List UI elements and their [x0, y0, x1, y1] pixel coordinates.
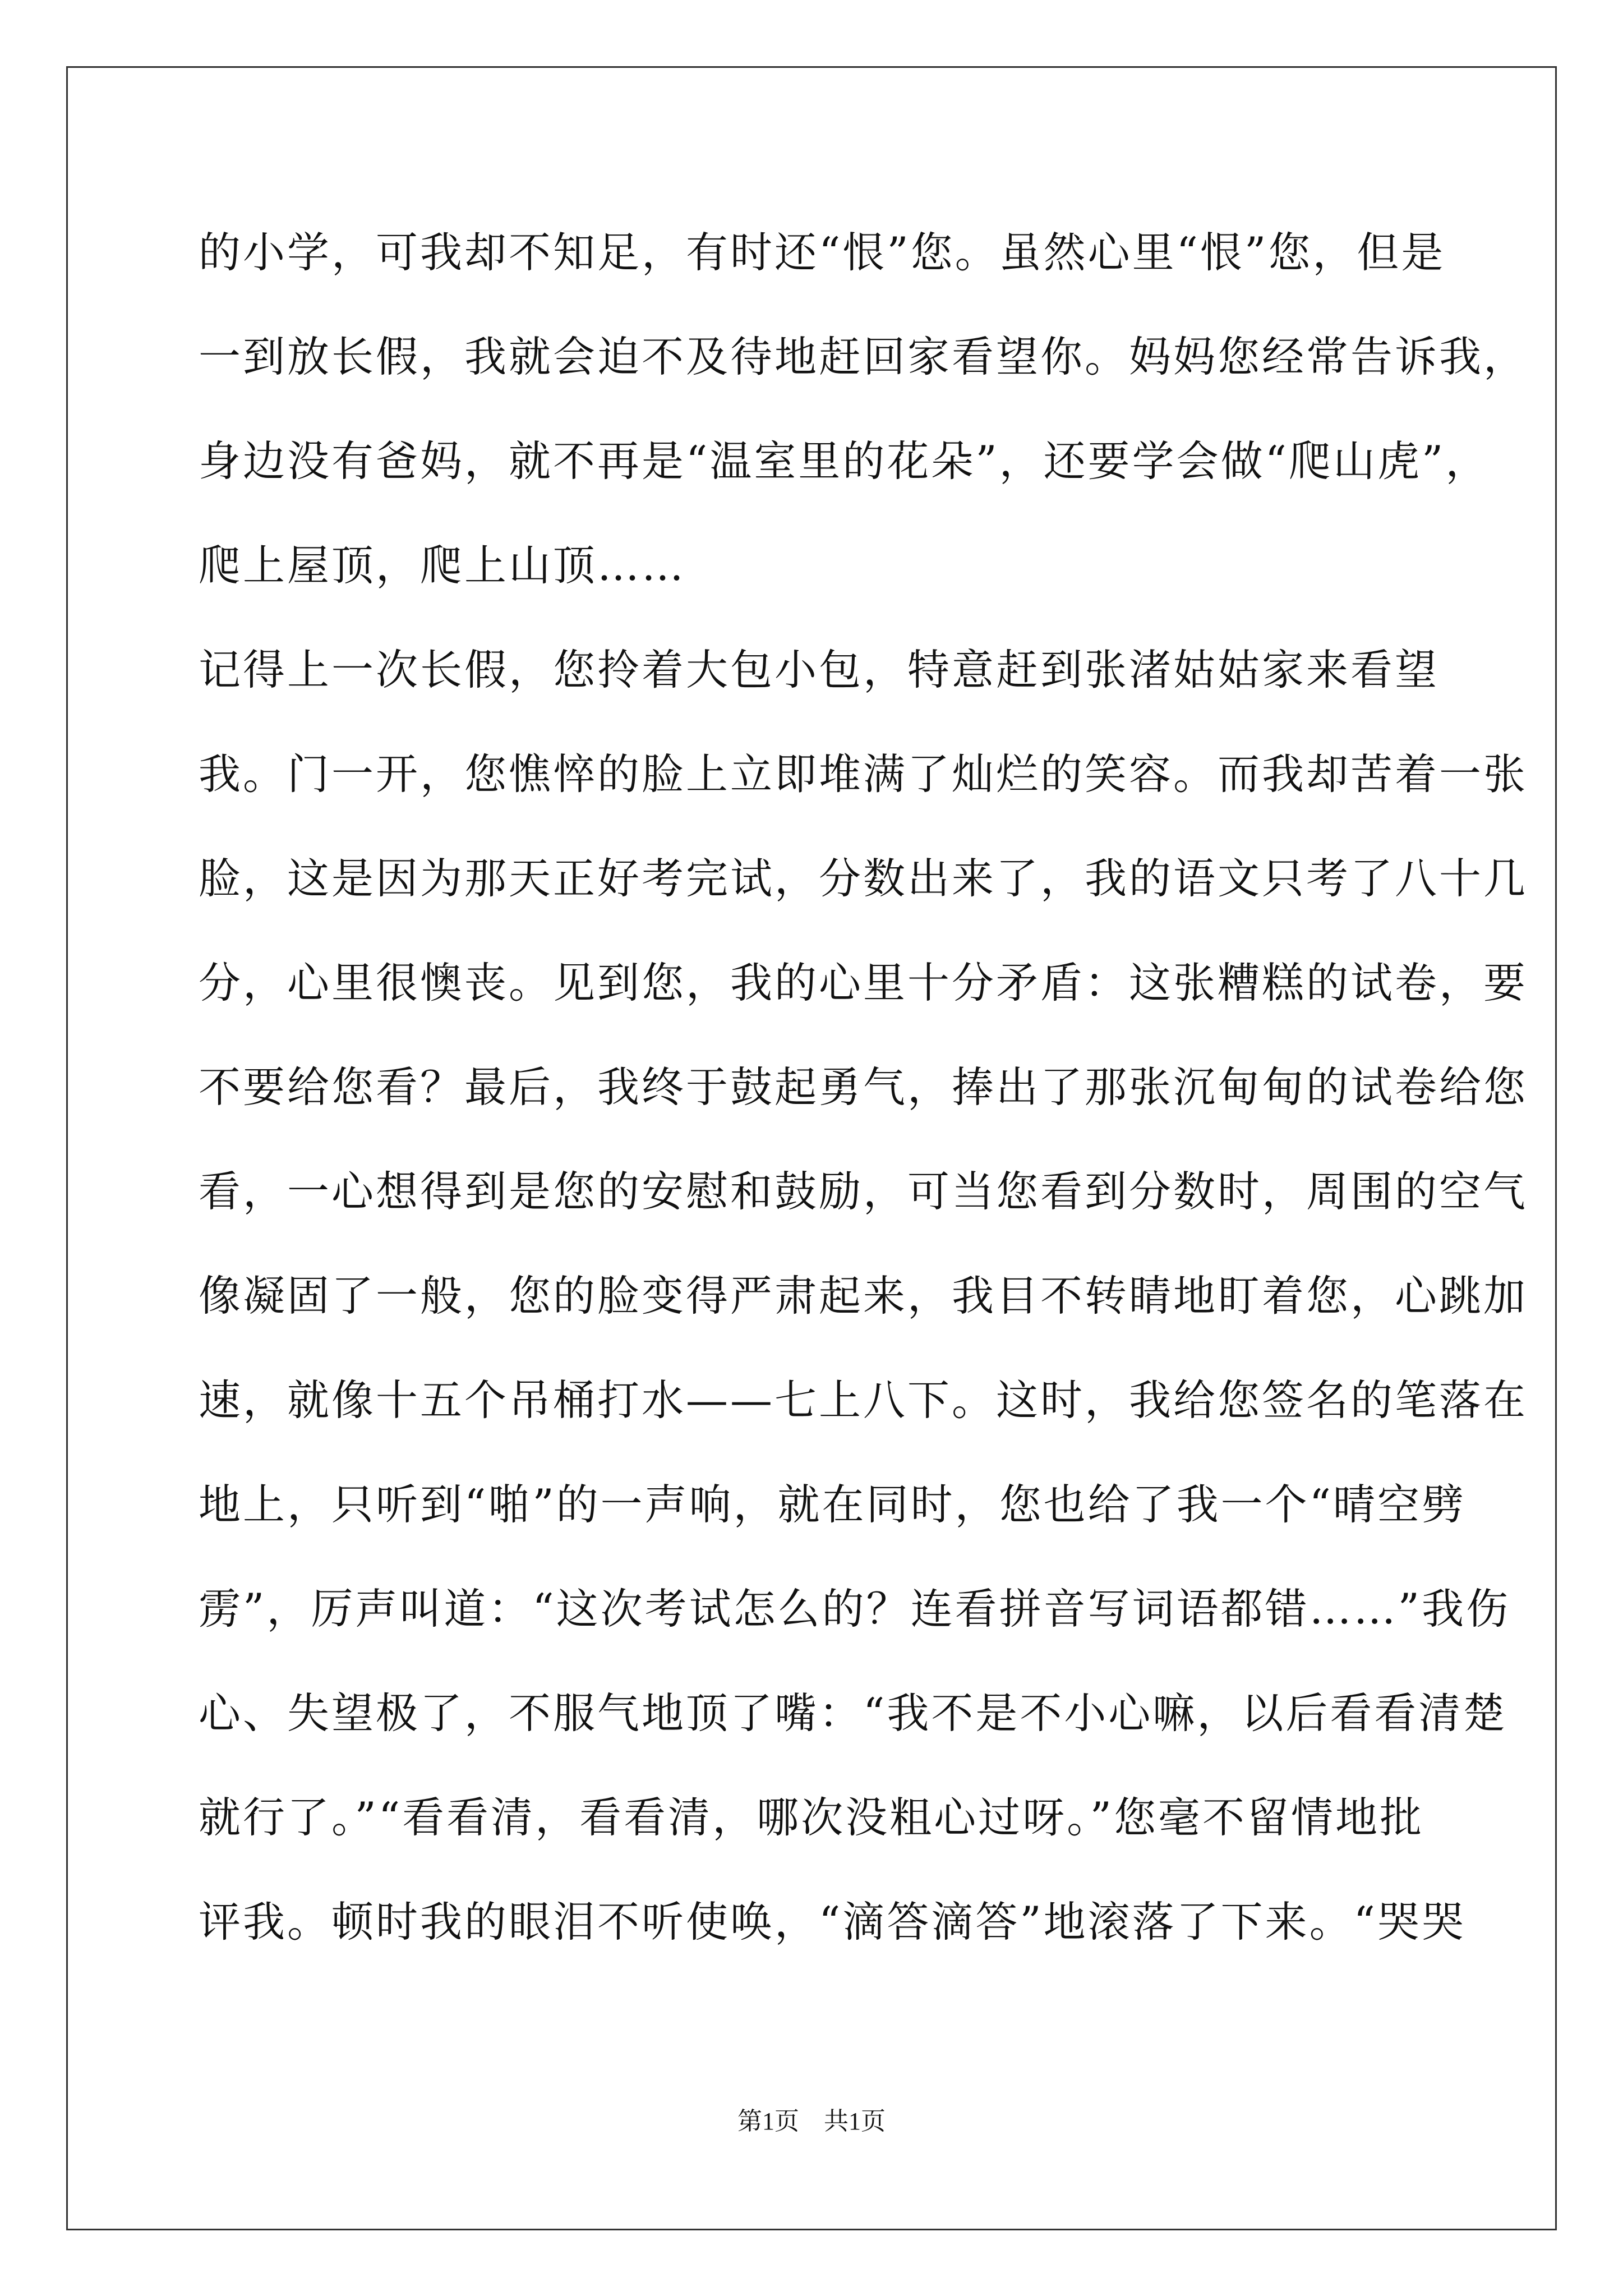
text-line: 不要给您看？最后，我终于鼓起勇气，捧出了那张沉甸甸的试卷给您 — [199, 1062, 1528, 1112]
text-line: 身边没有爸妈，就不再是“温室里的花朵”，还要学会做“爬山虎”， — [199, 436, 1490, 486]
text-line: 就行了。”“看看清，看看清，哪次没粗心过呀。”您毫不留情地批 — [199, 1793, 1424, 1842]
text-line: 记得上一次长假，您拎着大包小包，特意赶到张渚姑姑家来看望 — [199, 645, 1440, 694]
text-line: 一到放长假，我就会迫不及待地赶回家看望你。妈妈您经常告诉我， — [199, 332, 1528, 381]
text-line: 分，心里很懊丧。见到您，我的心里十分矛盾：这张糟糕的试卷，要 — [199, 958, 1528, 1007]
text-line: 我。门一开，您憔悴的脸上立即堆满了灿烂的笑容。而我却苦着一张 — [199, 749, 1528, 799]
text-line: 速，就像十五个吊桶打水——七上八下。这时，我给您签名的笔落在 — [199, 1375, 1528, 1425]
page-number-footer: 第1页 共1页 — [737, 2108, 886, 2135]
text-line: 像凝固了一般，您的脸变得严肃起来，我目不转睛地盯着您，心跳加 — [199, 1271, 1528, 1320]
text-line: 地上，只听到“啪”的一声响，就在同时，您也给了我一个“晴空劈 — [199, 1480, 1467, 1529]
text-line: 看，一心想得到是您的安慰和鼓励，可当您看到分数时，周围的空气 — [199, 1167, 1528, 1216]
text-line: 脸，这是因为那天正好考完试，分数出来了，我的语文只考了八十几 — [199, 854, 1528, 903]
text-line: 评我。顿时我的眼泪不听使唤，“滴答滴答”地滚落了下来。“哭哭 — [199, 1897, 1467, 1947]
text-line: 的小学，可我却不知足，有时还“恨”您。虽然心里“恨”您，但是 — [199, 228, 1446, 277]
text-line: 爬上屋顶，爬上山顶…… — [199, 541, 686, 590]
text-line: 心、失望极了，不服气地顶了嘴：“我不是不小心嘛，以后看看清楚 — [199, 1688, 1507, 1738]
document-body — [199, 216, 1528, 1990]
text-line: 雳”，厉声叫道：“这次考试怎么的？连看拼音写词语都错……”我伤 — [199, 1584, 1511, 1634]
